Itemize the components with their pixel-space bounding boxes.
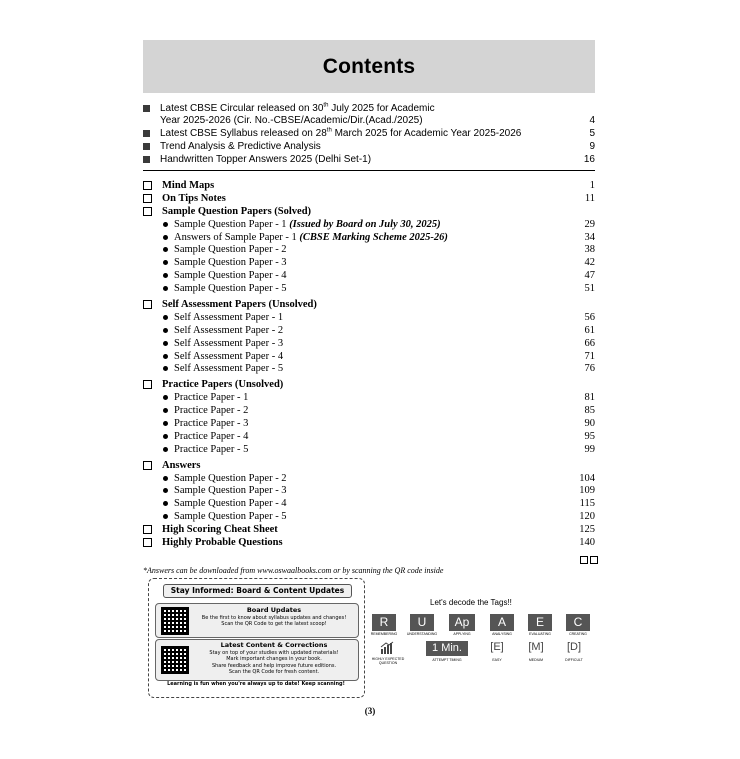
toc-item[interactable]: Sample Question Paper - 1 (Issued by Board on July 30, 2025) 29 <box>143 218 595 231</box>
tag-analysing: A <box>490 614 514 631</box>
toc-section-mind-maps[interactable]: Mind Maps 1 <box>143 179 595 192</box>
checkbox-icon <box>143 525 152 534</box>
checkbox-icon <box>590 556 598 564</box>
toc-item[interactable]: Answers of Sample Paper - 1 (CBSE Marking Scheme 2025-26) 34 <box>143 231 595 244</box>
tag-applying: Ap <box>449 614 475 631</box>
toc-item[interactable]: Self Assessment Paper - 1 56 <box>143 311 595 324</box>
stay-informed-footer: Learning is fun when you're always up to date! Keep scanning! <box>167 681 345 687</box>
square-bullet-icon <box>143 105 150 112</box>
top-item[interactable]: Latest CBSE Circular released on 30th July 2025 for Academic Year 2025-2026 (Cir. No.-CBSE/Academic/Dir.(Acad./2025) 4 <box>143 103 595 127</box>
tag-difficult: [D] <box>566 641 582 653</box>
bullet-icon <box>163 421 168 426</box>
bullet-icon <box>163 476 168 481</box>
bullet-icon <box>163 260 168 265</box>
bullet-icon <box>163 341 168 346</box>
top-item[interactable]: Latest CBSE Syllabus released on 28th March 2025 for Academic Year 2025-2026 5 <box>143 128 595 140</box>
toc-item[interactable]: Self Assessment Paper - 4 71 <box>143 350 595 363</box>
toc-item[interactable]: Self Assessment Paper - 3 66 <box>143 337 595 350</box>
bullet-icon <box>163 488 168 493</box>
checkbox-icon <box>143 380 152 389</box>
top-item[interactable]: Trend Analysis & Predictive Analysis 9 <box>143 141 595 153</box>
bullet-icon <box>163 235 168 240</box>
square-bullet-icon <box>143 156 150 163</box>
checkbox-icon <box>143 181 152 190</box>
toc-item[interactable]: Sample Question Paper - 4 115 <box>143 497 595 510</box>
tags-title: Let's decode the Tags!! <box>430 598 512 607</box>
toc-section-practice-papers[interactable]: Practice Papers (Unsolved) <box>143 378 595 391</box>
tag-attempt-timing: 1 Min. <box>426 641 468 656</box>
toc-item[interactable]: Practice Paper - 5 99 <box>143 443 595 456</box>
top-item-list <box>143 103 595 167</box>
toc-item[interactable]: Sample Question Paper - 5 51 <box>143 282 595 295</box>
toc-item[interactable]: Sample Question Paper - 3 109 <box>143 484 595 497</box>
page-number-footer: (3) <box>364 706 376 716</box>
toc-section-sample-papers[interactable]: Sample Question Papers (Solved) <box>143 205 595 218</box>
toc-item[interactable]: Practice Paper - 4 95 <box>143 430 595 443</box>
contents-header <box>143 40 595 93</box>
tag-understanding: U <box>410 614 434 631</box>
stay-informed-title: Stay Informed: Board & Content Updates <box>163 584 352 598</box>
checkbox-icon <box>143 538 152 547</box>
bullet-icon <box>163 328 168 333</box>
toc-list <box>143 179 595 549</box>
page-number: 5 <box>589 128 595 139</box>
toc-item[interactable]: Sample Question Paper - 5 120 <box>143 510 595 523</box>
checkbox-icon <box>580 556 588 564</box>
toc-item[interactable]: Self Assessment Paper - 5 76 <box>143 362 595 375</box>
checkbox-icon <box>143 461 152 470</box>
latest-content-heading: Latest Content & Corrections <box>220 641 328 649</box>
toc-item[interactable]: Self Assessment Paper - 2 61 <box>143 324 595 337</box>
bullet-icon <box>163 408 168 413</box>
answers-note: *Answers can be downloaded from www.oswaalbooks.com or by scanning the QR code inside <box>143 566 444 575</box>
toc-item[interactable]: Practice Paper - 2 85 <box>143 404 595 417</box>
toc-item[interactable]: Practice Paper - 1 81 <box>143 391 595 404</box>
bullet-icon <box>163 366 168 371</box>
bullet-icon <box>163 354 168 359</box>
toc-item[interactable]: Sample Question Paper - 2 104 <box>143 472 595 485</box>
bullet-icon <box>163 315 168 320</box>
bullet-icon <box>163 286 168 291</box>
toc-item[interactable]: Practice Paper - 3 90 <box>143 417 595 430</box>
toc-section-self-assessment[interactable]: Self Assessment Papers (Unsolved) <box>143 298 595 311</box>
board-updates-card[interactable]: Board Updates Be the first to know about syllabus updates and changes! Scan the QR Code to get the latest scoop! <box>155 603 359 638</box>
bullet-icon <box>163 395 168 400</box>
tag-creating: C <box>566 614 590 631</box>
bullet-icon <box>163 514 168 519</box>
bullet-icon <box>163 447 168 452</box>
latest-content-card[interactable]: Latest Content & Corrections Stay on top of your studies with updated materials! Mark important changes in your book. Share feedback and help improve future editions. Scan the QR Code for fresh content. <box>155 639 359 681</box>
checkbox-icon <box>143 194 152 203</box>
stay-informed-box <box>148 578 365 698</box>
page-number: 4 <box>589 115 595 126</box>
toc-section-probable-questions[interactable]: Highly Probable Questions 140 <box>143 536 595 549</box>
highly-expected-icon <box>380 641 394 655</box>
tag-medium: [M] <box>528 641 544 653</box>
qr-code-icon[interactable] <box>161 607 189 635</box>
toc-section-answers[interactable]: Answers <box>143 459 595 472</box>
qr-code-icon[interactable] <box>161 646 189 674</box>
board-updates-heading: Board Updates <box>246 606 302 614</box>
bullet-icon <box>163 434 168 439</box>
bullet-icon <box>163 247 168 252</box>
page-title: Contents <box>322 54 416 78</box>
toc-item[interactable]: Sample Question Paper - 4 47 <box>143 269 595 282</box>
toc-section-cheat-sheet[interactable]: High Scoring Cheat Sheet 125 <box>143 523 595 536</box>
end-marker <box>580 556 598 564</box>
page-number: 9 <box>589 141 595 152</box>
tag-easy: [E] <box>490 641 504 653</box>
divider <box>143 170 595 171</box>
page-number: 16 <box>583 154 595 165</box>
toc-item[interactable]: Sample Question Paper - 2 38 <box>143 243 595 256</box>
toc-section-on-tips[interactable]: On Tips Notes 11 <box>143 192 595 205</box>
toc-item[interactable]: Sample Question Paper - 3 42 <box>143 256 595 269</box>
bullet-icon <box>163 501 168 506</box>
tag-evaluating: E <box>528 614 552 631</box>
top-item[interactable]: Handwritten Topper Answers 2025 (Delhi Set-1) 16 <box>143 154 595 166</box>
tag-remembering: R <box>372 614 396 631</box>
checkbox-icon <box>143 300 152 309</box>
checkbox-icon <box>143 207 152 216</box>
square-bullet-icon <box>143 130 150 137</box>
square-bullet-icon <box>143 143 150 150</box>
bullet-icon <box>163 222 168 227</box>
bullet-icon <box>163 273 168 278</box>
